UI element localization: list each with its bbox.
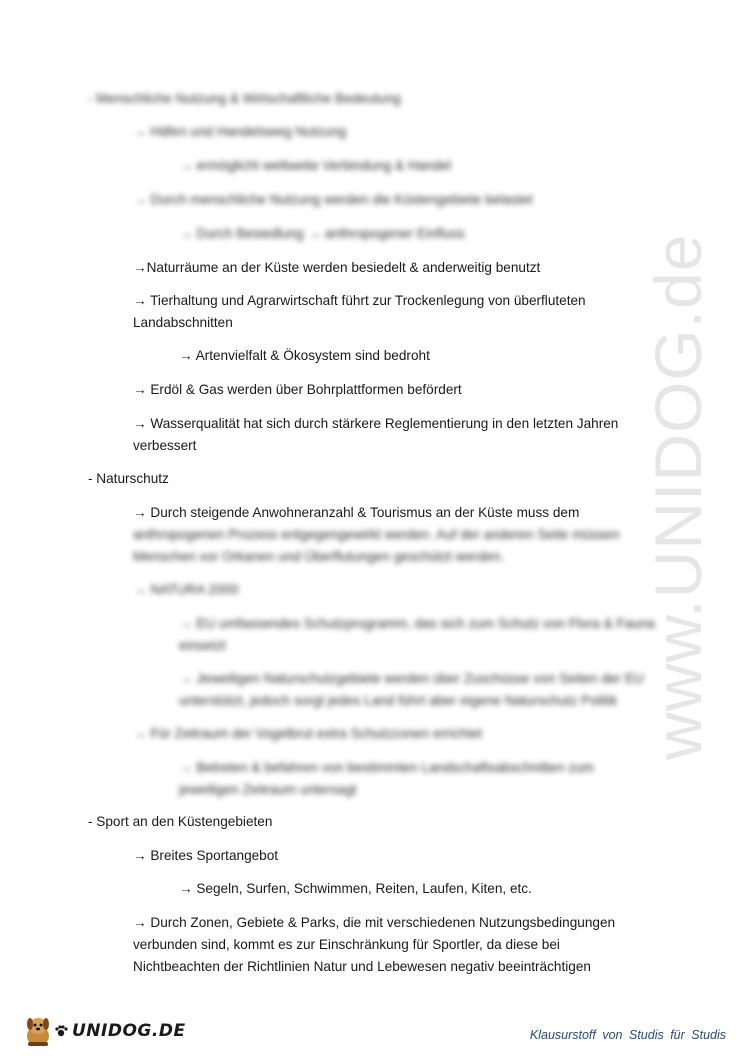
watermark: www.UNIDOG.de — [641, 233, 715, 760]
paw-icon — [54, 1024, 68, 1038]
logo-text: UNIDOG.DE — [72, 1021, 186, 1041]
bullet-zones-cont1: verbunden sind, kommt es zur Einschränkung für Sportler, da diese bei — [133, 937, 560, 952]
bullet-residents-cont2: Menschen vor Orkanen und Überflutungen geschützt werden. — [133, 549, 505, 564]
bullet-water-quality: → Wasserqualität hat sich durch stärkere Reglementierung in den letzten Jahren — [133, 416, 619, 431]
heading-nature-protection: - Naturschutz — [88, 471, 169, 486]
bullet-ports: → Häfen und Handelsweg Nutzung — [133, 124, 347, 139]
bullet-water-quality-cont: verbessert — [133, 438, 197, 453]
sub-bullet-eu-program: → EU umfassendes Schutzprogramm, das sich zum Schutz von Flora & Fauna — [179, 616, 655, 631]
sub-bullet-worldwide: → ermöglicht weltweite Verbindung & Handel — [179, 158, 452, 173]
heading-human-use: - Menschliche Nutzung & Wirtschaftliche Bedeutung — [88, 91, 401, 106]
heading-sport: - Sport an den Küstengebieten — [88, 814, 273, 829]
sub-bullet-settlement: → Durch Besiedlung → anthropogener Einfluss — [179, 226, 465, 241]
bullet-zones: → Durch Zonen, Gebiete & Parks, die mit verschiedenen Nutzungsbedingungen — [133, 915, 616, 930]
sub-bullet-access-cont: jeweiligen Zeitraum untersagt — [179, 782, 357, 797]
sub-bullet-sports-list: → Segeln, Surfen, Schwimmen, Reiten, Laufen, Kiten, etc. — [179, 881, 532, 896]
bullet-livestock-cont: Landabschnitten — [133, 315, 233, 330]
bullet-residents: → Durch steigende Anwohneranzahl & Tourismus an der Küste muss dem — [133, 505, 580, 520]
sub-bullet-eu-program-cont: einsetzt — [179, 638, 226, 653]
bullet-oil-gas: → Erdöl & Gas werden über Bohrplattformen befördert — [133, 382, 462, 397]
bullet-residents-cont1: anthropogenen Prozess entgegengewirkt werden. Auf der anderen Seite müssen — [133, 527, 620, 542]
bullet-bird-breeding: → Für Zeitraum der Vogelbrut extra Schutzzonen errichtet — [133, 726, 483, 741]
bullet-burden: → Durch menschliche Nutzung werden die Küstengebiete belastet — [133, 192, 533, 207]
sub-bullet-subsidies: → Jeweiligen Naturschutzgebiete werden über Zuschüsse von Seiten der EU — [179, 671, 644, 686]
bullet-sports-offer: → Breites Sportangebot — [133, 848, 279, 863]
sub-bullet-biodiversity: → Artenvielfalt & Ökosystem sind bedroht — [179, 348, 430, 363]
footer-logo — [22, 1013, 186, 1049]
bullet-livestock: → Tierhaltung und Agrarwirtschaft führt zur Trockenlegung von überfluteten — [133, 293, 586, 308]
bullet-natura: → NATURA 2000 — [133, 582, 239, 597]
dog-mascot-icon — [22, 1014, 54, 1048]
sub-bullet-subsidies-cont: unterstützt, jedoch sorgt jedes Land führt aber eigene Naturschutz Politik — [179, 693, 618, 708]
bullet-zones-cont2: Nichtbeachten der Richtlinien Natur und Lebewesen negativ beeinträchtigen — [133, 959, 591, 974]
bullet-natural-areas: →Naturräume an der Küste werden besiedelt & anderweitig benutzt — [133, 260, 541, 275]
sub-bullet-access: → Betreten & befahren von bestimmten Landschaftsabschnitten zum — [179, 760, 594, 775]
footer-tagline: Klausurstoff von Studis für Studis — [529, 1028, 726, 1042]
